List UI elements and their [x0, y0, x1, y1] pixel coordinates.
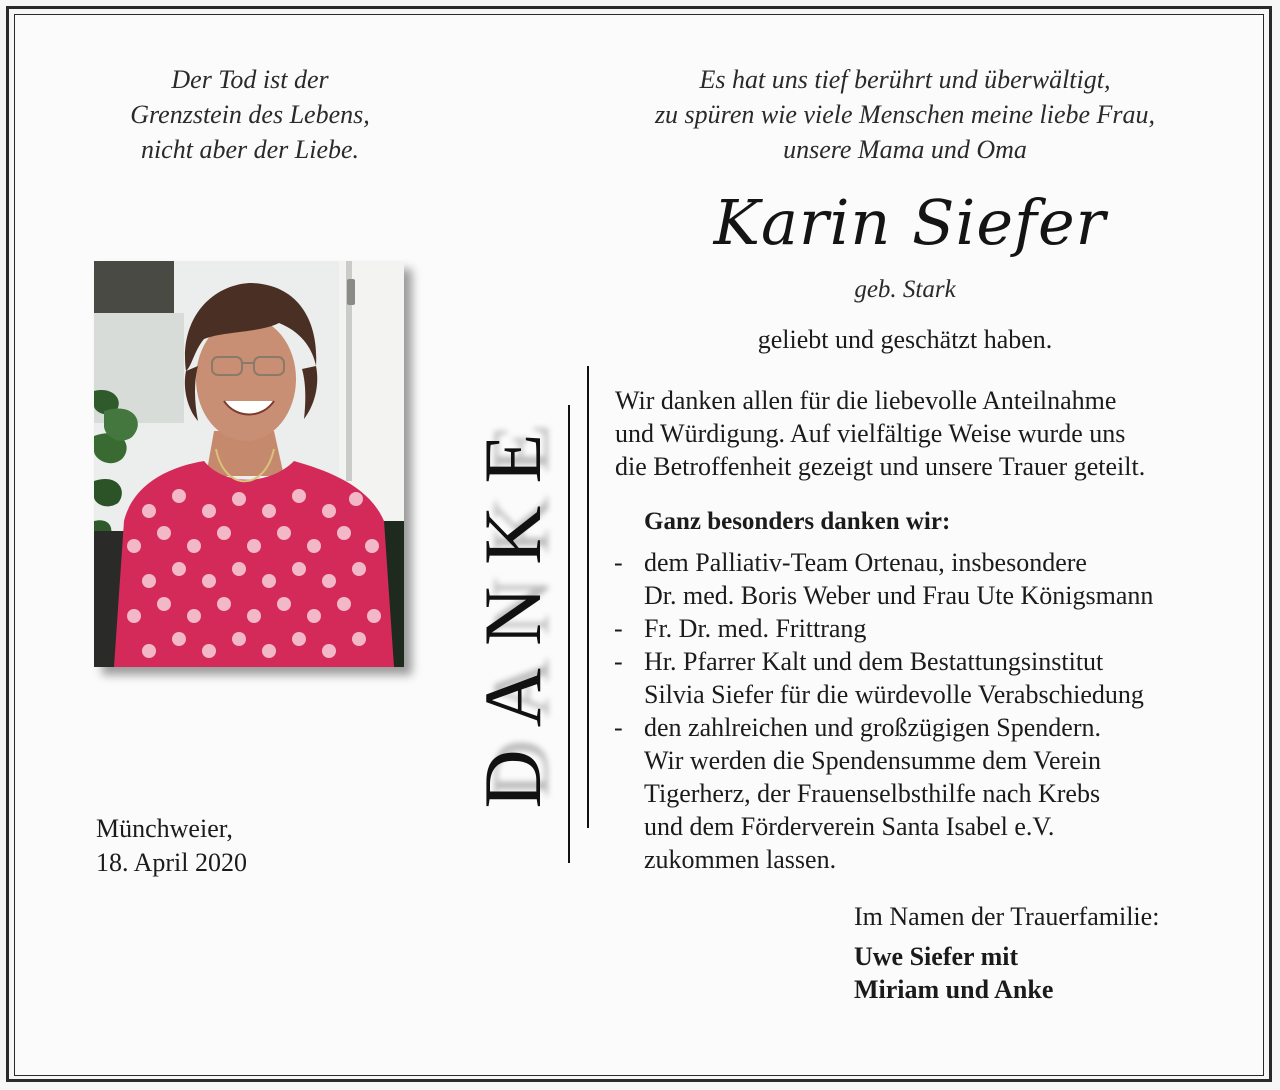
thanks-line: die Betroffenheit gezeigt und unsere Trauer geteilt. [615, 452, 1146, 481]
divider-line-left [568, 405, 570, 863]
list-item-line: Wir werden die Spendensumme dem Verein [644, 746, 1101, 775]
special-thanks-list [614, 546, 1254, 876]
list-dash: - [614, 713, 623, 742]
list-dash: - [614, 614, 623, 643]
list-item-line: Fr. Dr. med. Frittrang [644, 614, 867, 643]
list-item-line: Hr. Pfarrer Kalt und dem Bestattungsinstitut [644, 647, 1104, 676]
epigraph-quote [60, 62, 440, 167]
quote-line: Grenzstein des Lebens, [130, 100, 370, 129]
list-item [614, 711, 1254, 876]
loved-line: geliebt und geschätzt haben. [757, 325, 1053, 354]
list-item-line: dem Palliativ-Team Ortenau, insbesondere [644, 548, 1087, 577]
list-item-line: zukommen lassen. [644, 845, 837, 874]
special-thanks-heading: Ganz besonders danken wir: [644, 508, 951, 535]
signoff-name-line: Uwe Siefer mit [854, 942, 1019, 971]
signoff-name-line: Miriam und Anke [854, 975, 1054, 1004]
portrait-photo [94, 261, 404, 667]
list-item-line: Dr. med. Boris Weber und Frau Ute Königsmann [644, 581, 1154, 610]
place-and-date [96, 812, 247, 880]
signoff-label: Im Namen der Trauerfamilie: [854, 902, 1160, 931]
intro-line: unsere Mama und Oma [783, 135, 1027, 164]
thanks-paragraph [615, 384, 1245, 483]
signoff-names [854, 940, 1053, 1006]
list-item-line: und dem Förderverein Santa Isabel e.V. [644, 812, 1055, 841]
list-item-line: Silvia Siefer für die würdevolle Verabschiedung [644, 680, 1144, 709]
place-city: Münchweier, [96, 814, 233, 843]
list-item [614, 546, 1254, 612]
quote-line: nicht aber der Liebe. [140, 135, 360, 164]
divider-line-right [587, 366, 589, 828]
list-item [614, 612, 1254, 645]
place-date: 18. April 2020 [96, 848, 247, 877]
maiden-name: geb. Stark [854, 276, 956, 303]
intro-text [580, 62, 1230, 167]
list-dash: - [614, 548, 623, 577]
deceased-name: Karin Siefer [713, 186, 1107, 259]
danke-vertical-block [468, 380, 558, 840]
danke-heading: DANKE [467, 411, 558, 809]
list-item [614, 645, 1254, 711]
thanks-line: und Würdigung. Auf vielfältige Weise wurde uns [615, 419, 1126, 448]
list-item-line: Tigerherz, der Frauenselbsthilfe nach Krebs [644, 779, 1101, 808]
quote-line: Der Tod ist der [171, 65, 329, 94]
thanks-line: Wir danken allen für die liebevolle Anteilnahme [615, 386, 1117, 415]
list-dash: - [614, 647, 623, 676]
intro-line: zu spüren wie viele Menschen meine liebe Frau, [654, 100, 1156, 129]
list-item-line: den zahlreichen und großzügigen Spendern. [644, 713, 1102, 742]
intro-line: Es hat uns tief berührt und überwältigt, [699, 65, 1111, 94]
